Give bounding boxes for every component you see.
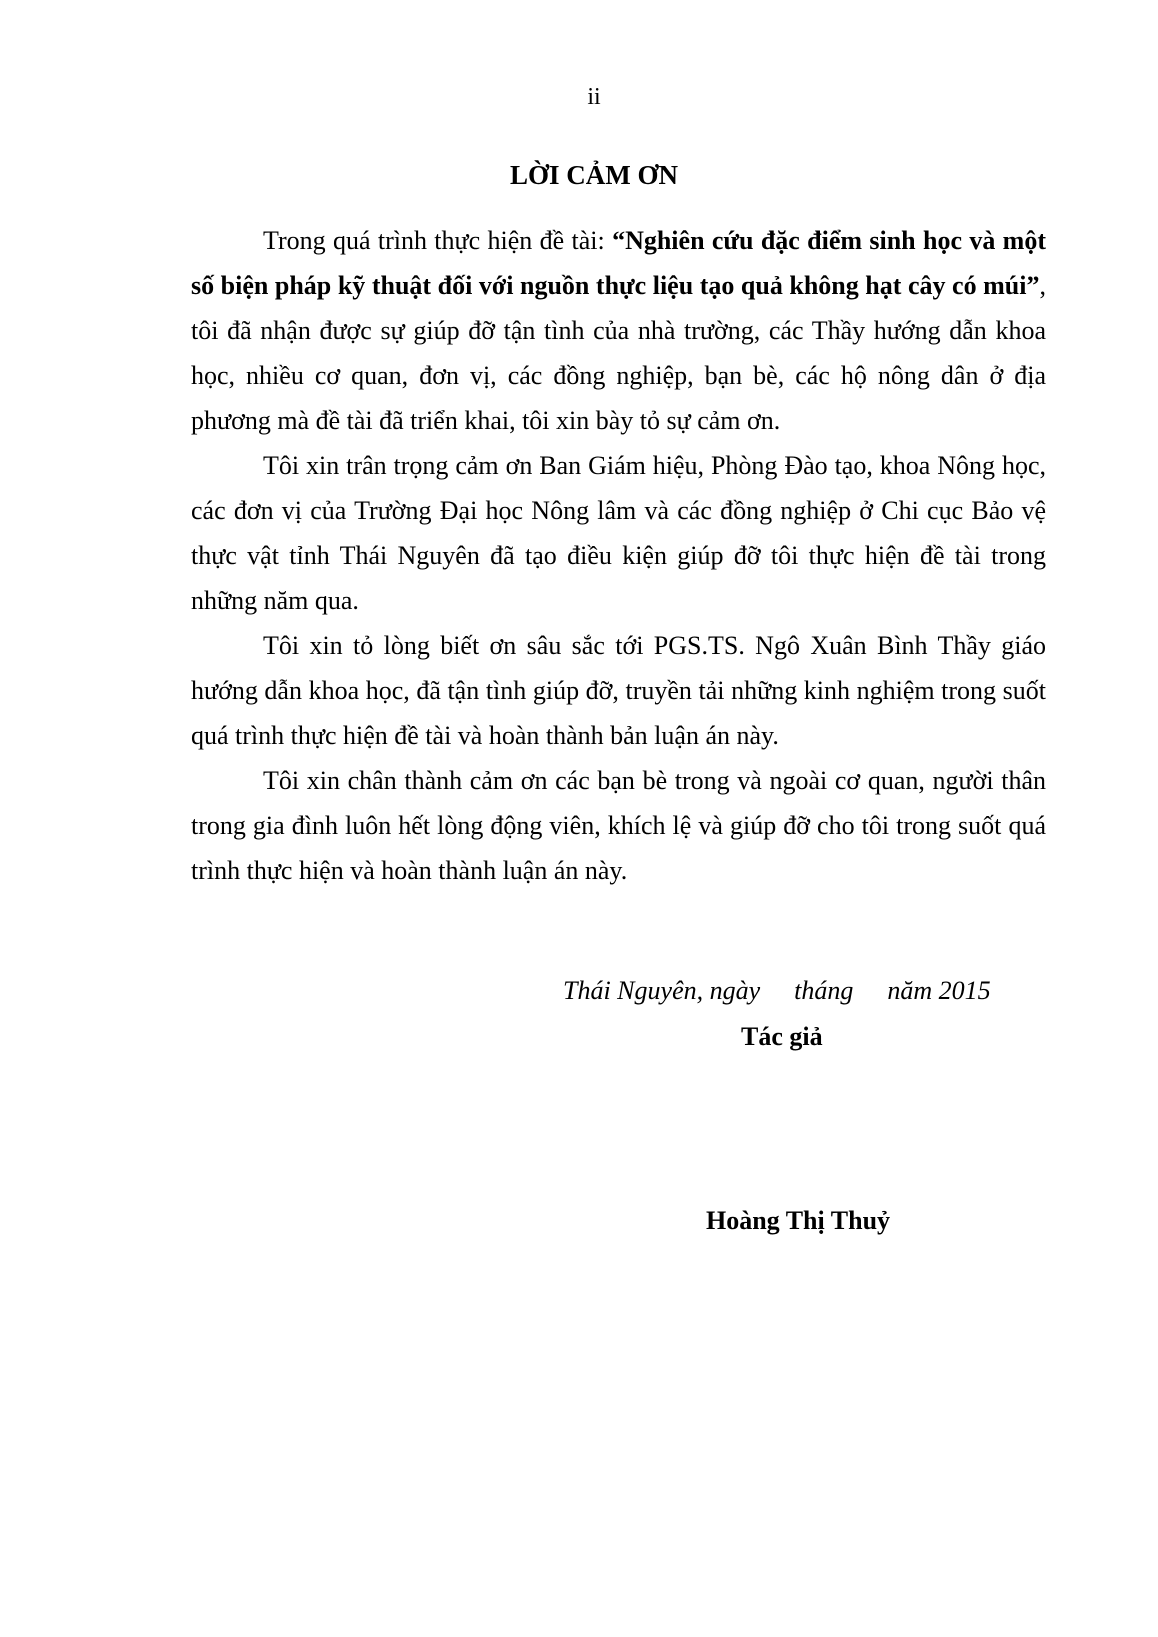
- date-place: Thái Nguyên, ngày: [563, 976, 761, 1005]
- page-number: ii: [587, 84, 601, 110]
- thesis-title: “Nghiên cứu đặc điểm sinh học và một số biện pháp kỹ thuật đối với nguồn thực liệu tạo quả không hạt cây có múi”: [191, 226, 1046, 300]
- date-year: năm 2015: [887, 976, 991, 1005]
- paragraph-1-intro: Trong quá trình thực hiện đề tài:: [263, 226, 613, 255]
- date-line: [563, 976, 991, 1006]
- acknowledgement-body: [191, 218, 1046, 893]
- paragraph-1-rest: , tôi đã nhận được sự giúp đỡ tận tình của nhà trường, các Thầy hướng dẫn khoa học, nhiều cơ quan, đơn vị, các đồng nghiệp, bạn bè, các hộ nông dân ở địa phương mà đề tài đã triển khai, tôi xin bày tỏ sự cảm ơn.: [191, 271, 1046, 435]
- author-name: Hoàng Thị Thuỷ: [706, 1206, 891, 1235]
- paragraph-4: Tôi xin chân thành cảm ơn các bạn bè trong và ngoài cơ quan, người thân trong gia đình luôn hết lòng động viên, khích lệ và giúp đỡ cho tôi trong suốt quá trình thực hiện và hoàn thành luận án này.: [191, 766, 1046, 885]
- paragraph-3: Tôi xin tỏ lòng biết ơn sâu sắc tới PGS.TS. Ngô Xuân Bình Thầy giáo hướng dẫn khoa học, đã tận tình giúp đỡ, truyền tải những kinh nghiệm trong suốt quá trình thực hiện đề tài và hoàn thành bản luận án này.: [191, 631, 1046, 750]
- paragraph-1: [191, 218, 1046, 443]
- date-month: tháng: [794, 976, 854, 1005]
- paragraph-2: Tôi xin trân trọng cảm ơn Ban Giám hiệu, Phòng Đào tạo, khoa Nông học, các đơn vị của Trường Đại học Nông lâm và các đồng nghiệp ở Chi cục Bảo vệ thực vật tỉnh Thái Nguyên đã tạo điều kiện giúp đỡ tôi thực hiện đề tài trong những năm qua.: [191, 451, 1046, 615]
- page-title: LỜI CẢM ƠN: [510, 160, 678, 190]
- author-label: Tác giả: [741, 1022, 823, 1051]
